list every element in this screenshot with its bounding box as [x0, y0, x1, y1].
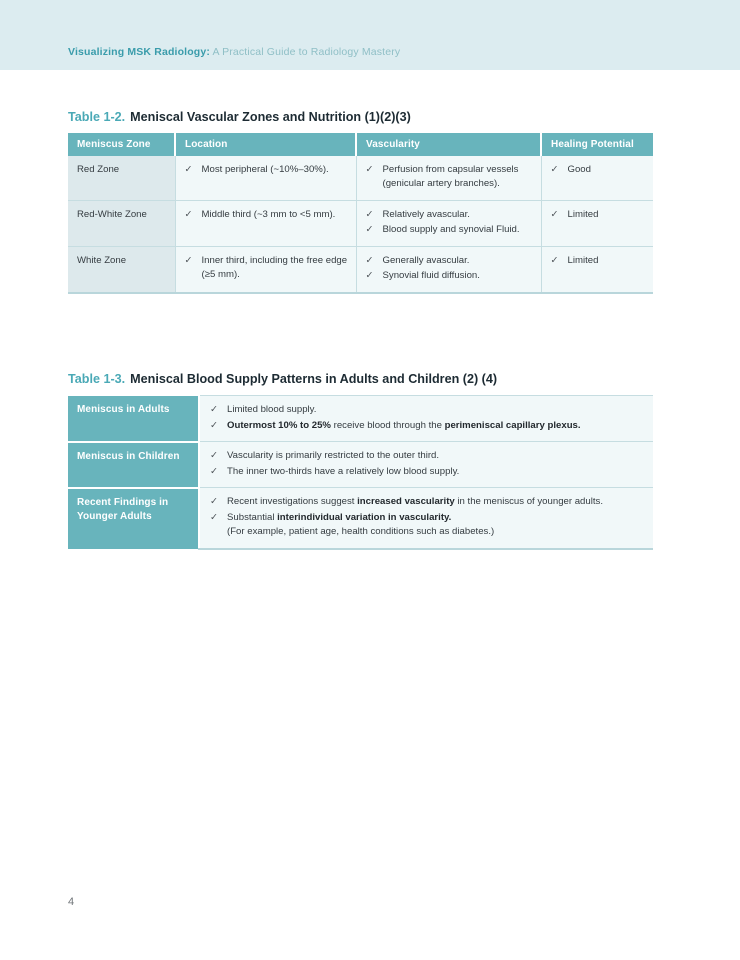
- cell-vascularity: [356, 156, 541, 201]
- checklist: [551, 208, 646, 222]
- table-row: [68, 396, 653, 442]
- cell-healing-potential: [541, 156, 653, 201]
- check-icon: ✓: [365, 224, 374, 235]
- table-body: [68, 156, 653, 293]
- list-item-text: Blood supply and synovial Fluid.: [382, 224, 520, 235]
- list-item: [210, 465, 645, 480]
- table-row: [68, 442, 653, 488]
- list-item: [551, 163, 646, 177]
- list-item-text: Synovial fluid diffusion.: [382, 270, 480, 281]
- row-label-meniscus-in-adults: Meniscus in Adults: [68, 396, 199, 442]
- checklist: [185, 208, 348, 222]
- table-body: [68, 396, 653, 549]
- list-item-text: Substantial: [227, 511, 278, 523]
- check-icon: ✓: [184, 209, 193, 220]
- checklist: [210, 449, 645, 479]
- cell-location: [175, 247, 356, 294]
- list-item-text: Recent investigations suggest: [227, 496, 358, 507]
- cell-adults-content: [199, 396, 653, 442]
- check-icon: ✓: [210, 419, 218, 431]
- check-icon: ✓: [184, 164, 193, 175]
- row-label-line-2: Younger Adults: [77, 511, 152, 522]
- table-caption-number: Table 1-3.: [68, 372, 126, 386]
- list-item-text: The inner two-thirds have a relatively low blood supply.: [227, 465, 460, 477]
- list-item: [551, 254, 646, 268]
- check-icon: ✓: [210, 450, 218, 461]
- check-icon: ✓: [550, 209, 559, 220]
- row-label-meniscus-in-children: Meniscus in Children: [68, 442, 199, 488]
- checklist: [210, 403, 645, 433]
- check-icon: ✓: [365, 209, 374, 220]
- list-item: [185, 163, 348, 177]
- table-row: [68, 156, 653, 201]
- list-item: [210, 511, 645, 526]
- check-icon: ✓: [184, 255, 193, 266]
- list-item: [551, 208, 646, 222]
- table-caption-title: Meniscal Blood Supply Patterns in Adults and Children (2) (4): [130, 372, 498, 386]
- checklist: [366, 254, 533, 283]
- vascular-zones-table: [68, 133, 653, 294]
- check-icon: ✓: [550, 255, 559, 266]
- row-label-line-1: Recent Findings in: [77, 496, 169, 508]
- table-row: [68, 247, 653, 294]
- list-item-text: Limited blood supply.: [227, 404, 317, 415]
- list-item: [366, 208, 533, 222]
- checklist: [185, 254, 348, 282]
- cell-vascularity: [356, 247, 541, 294]
- list-item: [366, 254, 533, 268]
- table-caption-1-3: [68, 372, 653, 387]
- col-header-healing-potential: Healing Potential: [541, 133, 653, 156]
- table-caption-title: Meniscal Vascular Zones and Nutrition (1)(2)(3): [130, 110, 411, 124]
- list-item-text: Relatively avascular.: [382, 209, 470, 220]
- checklist: [551, 163, 646, 177]
- table-caption-number: Table 1-2.: [68, 110, 126, 124]
- cell-healing-potential: [541, 201, 653, 247]
- list-item: [366, 269, 533, 283]
- cell-location: [175, 156, 356, 201]
- list-item-text-post: in the meniscus of younger adults.: [454, 496, 603, 507]
- running-header: [68, 46, 400, 58]
- check-icon: ✓: [550, 164, 559, 175]
- list-item-text: Generally avascular.: [382, 255, 470, 266]
- cell-recent-findings-content: [199, 488, 653, 549]
- cell-location: [175, 201, 356, 247]
- check-icon: ✓: [365, 270, 374, 281]
- list-item: [210, 449, 645, 464]
- list-item-text: Most peripheral (~10%–30%).: [201, 164, 329, 175]
- running-header-strong: Visualizing MSK Radiology:: [68, 46, 210, 58]
- check-icon: ✓: [210, 404, 218, 415]
- table-header-row-group: [68, 133, 653, 156]
- list-item: [185, 208, 348, 222]
- check-icon: ✓: [365, 255, 374, 266]
- col-header-location: Location: [175, 133, 356, 156]
- list-item-text: Inner third, including the free edge (≥5 mm).: [201, 255, 348, 280]
- col-header-meniscus-zone: Meniscus Zone: [68, 133, 175, 156]
- list-item: [210, 403, 645, 418]
- checklist: [366, 163, 533, 191]
- cell-zone-name: White Zone: [68, 247, 175, 294]
- list-item: [185, 254, 348, 282]
- list-item-text: Vascularity is primarily restricted to the outer third.: [227, 450, 440, 461]
- table-block-1-2: [68, 110, 653, 294]
- check-icon: ✓: [210, 465, 218, 477]
- list-item-emphasis: increased vascularity: [357, 496, 455, 507]
- list-item-text: Good: [567, 164, 591, 175]
- checklist: [551, 254, 646, 268]
- list-item-text: Perfusion from capsular vessels (genicular artery branches).: [382, 164, 519, 189]
- checklist: [185, 163, 348, 177]
- check-icon: ✓: [210, 496, 218, 507]
- table-header-row: [68, 133, 653, 156]
- check-icon: ✓: [365, 164, 374, 175]
- list-item-text: Limited: [567, 255, 599, 266]
- cell-zone-name: Red-White Zone: [68, 201, 175, 247]
- list-item: [210, 419, 645, 434]
- table-row: [68, 201, 653, 247]
- list-item-text: Middle third (~3 mm to <5 mm).: [201, 209, 336, 220]
- running-header-subtitle: A Practical Guide to Radiology Mastery: [212, 46, 401, 58]
- list-item: [366, 163, 533, 191]
- list-item: [210, 495, 645, 510]
- list-item-text: Limited: [567, 209, 599, 220]
- list-item-emphasis: interindividual variation in vascularity.: [277, 511, 452, 523]
- list-item-tail-emphasis: perimeniscal capillary plexus.: [444, 419, 581, 431]
- table-caption-1-2: [68, 110, 653, 125]
- table-row: [68, 488, 653, 549]
- cell-zone-name: Red Zone: [68, 156, 175, 201]
- cell-vascularity: [356, 201, 541, 247]
- list-item: [366, 223, 533, 237]
- cell-children-content: [199, 442, 653, 488]
- table-block-1-3: [68, 372, 653, 550]
- col-header-vascularity: Vascularity: [356, 133, 541, 156]
- list-item-text: receive blood through the: [330, 419, 445, 431]
- checklist: [366, 208, 533, 237]
- row-label-recent-findings: [68, 488, 199, 549]
- recent-findings-footnote: (For example, patient age, health conditions such as diabetes.): [227, 526, 495, 537]
- checklist: [210, 495, 645, 525]
- page-number: 4: [68, 896, 75, 908]
- page-header-band: [0, 0, 740, 70]
- list-item-lead-emphasis: Outermost 10% to 25%: [227, 419, 331, 431]
- cell-healing-potential: [541, 247, 653, 294]
- blood-supply-patterns-table: [68, 395, 653, 550]
- check-icon: ✓: [210, 511, 218, 523]
